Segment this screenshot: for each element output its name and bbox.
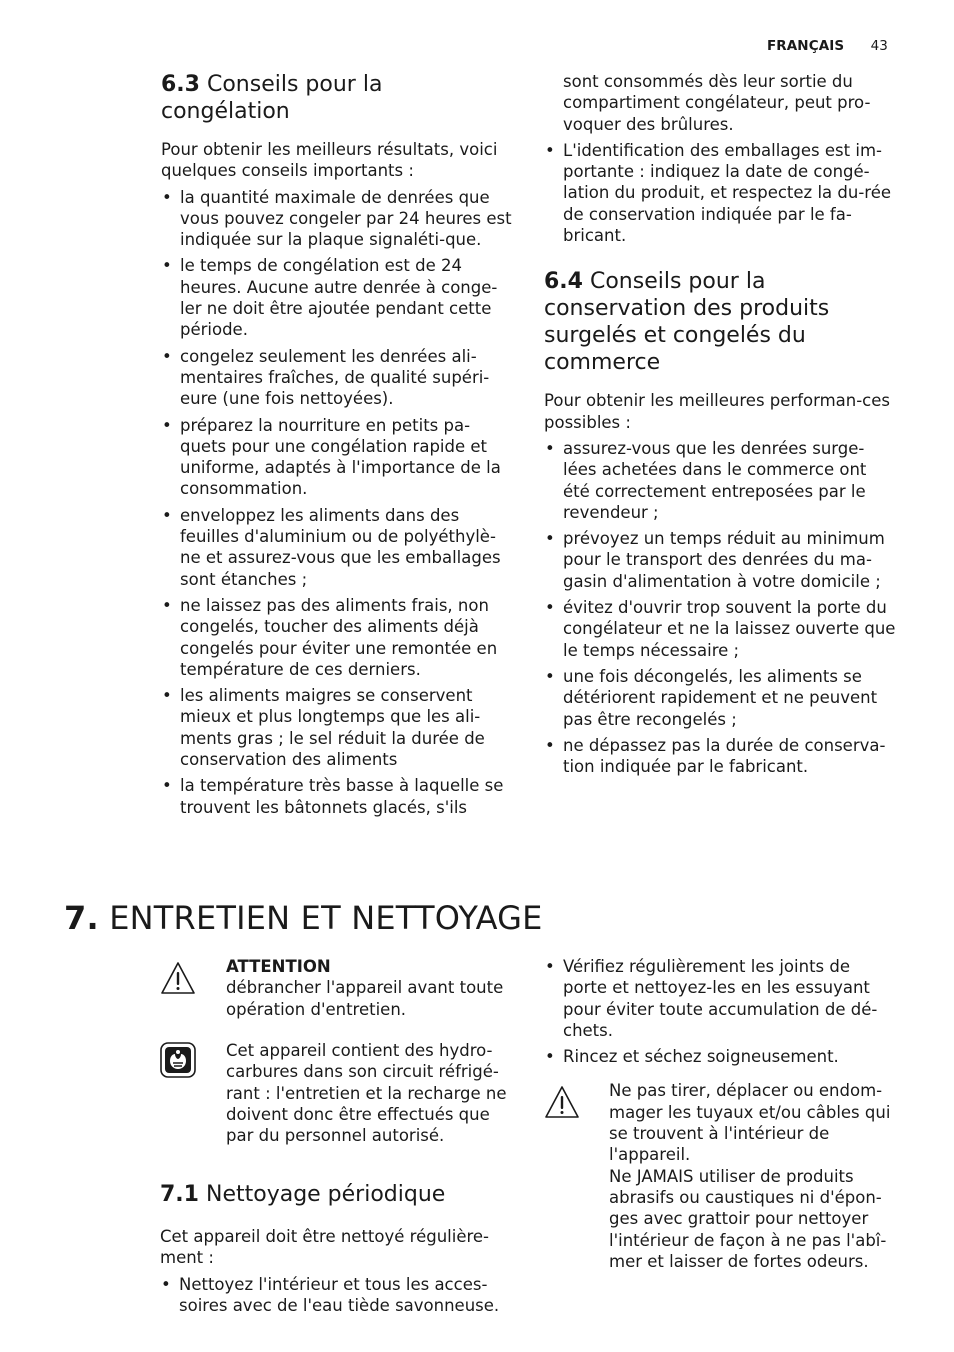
- warning-triangle-icon: [544, 1085, 580, 1119]
- section-6-4-number: 6.4: [544, 269, 583, 295]
- list-item: • le temps de congélation est de 24 heures. Aucune autre denrée à conge-ler ne doit être ajoutée pendant cette période.: [161, 255, 513, 340]
- section-7-1-intro: Cet appareil doit être nettoyé régulière-ment :: [160, 1227, 490, 1268]
- section-7-1-list: [160, 1274, 514, 1317]
- section-6-4-title-line1: Conseils pour la: [589, 269, 766, 295]
- section-7-1-title: Nettoyage périodique: [205, 1182, 446, 1207]
- chapter-7-title: ENTRETIEN ET NETTOYAGE: [109, 899, 543, 937]
- chapter-7-right: [544, 956, 898, 1272]
- section-7-1-heading: [160, 1181, 514, 1208]
- list-item: • ne dépassez pas la durée de conserva-tion indiquée par le fabricant.: [544, 735, 896, 778]
- section-6-4-intro: Pour obtenir les meilleures performan-ces possibles :: [544, 391, 891, 432]
- warning-text-2: Ne JAMAIS utiliser de produits abrasifs ou caustiques ni d'épon-ges avec grattoir pour nettoyer l'intérieur de façon à ne pas l'abî-mer et laisser de fortes odeurs.: [609, 1166, 887, 1271]
- cleaning-list: [544, 956, 898, 1067]
- section-6-3: [161, 71, 513, 823]
- section-6-3-list-end: [544, 140, 896, 246]
- list-item: • la température très basse à laquelle se trouvent les bâtonnets glacés, s'ils: [161, 775, 513, 818]
- list-item: • L'identification des emballages est im-portante : indiquez la date de congé-lation du produit, et respectez la du-rée de conservation indiquée par le fa-bricant.: [544, 140, 896, 246]
- section-7-1-number: 7.1: [160, 1182, 199, 1207]
- list-item: • Nettoyez l'intérieur et tous les acces-soires avec de l'eau tiède savonneuse.: [160, 1274, 514, 1317]
- list-item: • les aliments maigres se conservent mieux et plus longtemps que les ali-ments gras ; le sel réduit la durée de conservation des aliments: [161, 685, 513, 770]
- list-item: • préparez la nourriture en petits pa-quets pour une congélation rapide et uniforme, adaptés à l'importance de la consommation.: [161, 415, 513, 500]
- list-item: • prévoyez un temps réduit au minimum pour le transport des denrées du ma-gasin d'alimentation à votre domicile ;: [544, 528, 896, 592]
- list-item: • la quantité maximale de denrées que vous pouvez congeler par 24 heures est indiquée sur la plaque signaléti-que.: [161, 187, 513, 251]
- chapter-7-left: [160, 956, 514, 1321]
- section-6-4-title-line4: commerce: [544, 350, 661, 376]
- list-item: • évitez d'ouvrir trop souvent la porte du congélateur et ne la laissez ouverte que le temps nécessaire ;: [544, 597, 896, 661]
- list-item-continuation: sont consommés dès leur sortie du compartiment congélateur, peut pro-voquer des brûlures.: [563, 72, 871, 134]
- list-item: • congelez seulement les denrées ali-mentaires fraîches, de qualité supéri-eure (une fois nettoyées).: [161, 346, 513, 410]
- list-item: • Rincez et séchez soigneusement.: [544, 1046, 898, 1067]
- warning-text-1: Ne pas tirer, déplacer ou endom-mager les tuyaux et/ou câbles qui se trouvent à l'intérieur de l'appareil.: [609, 1081, 891, 1165]
- list-item: • ne laissez pas des aliments frais, non congelés, toucher des aliments déjà congelés pour éviter une remontée en température de ces derniers.: [161, 595, 513, 680]
- section-6-3-list: [161, 187, 513, 818]
- environment-icon: [160, 1042, 196, 1078]
- environment-note: [160, 1040, 514, 1150]
- section-6-3-title-line1: Conseils pour la: [206, 72, 383, 97]
- page-number: 43: [870, 38, 888, 54]
- chapter-7-heading: [64, 896, 543, 940]
- section-6-3-number: 6.3: [161, 72, 200, 97]
- list-item: • enveloppez les aliments dans des feuilles d'aluminium ou de polyéthylè-ne et assurez-vous que les emballages sont étanches ;: [161, 505, 513, 590]
- section-6-4-title-line3: surgelés et congelés du: [544, 323, 806, 349]
- right-column-top: [544, 71, 896, 782]
- attention-text-block: [226, 956, 514, 1020]
- attention-text: débrancher l'appareil avant toute opération d'entretien.: [226, 978, 504, 1019]
- warning-text-block: [609, 1080, 898, 1272]
- header-language: FRANÇAIS: [766, 38, 845, 54]
- warning-triangle-icon: [160, 961, 196, 995]
- attention-note: [160, 956, 514, 1028]
- page-header: [767, 38, 888, 54]
- section-6-3-intro: Pour obtenir les meilleurs résultats, voici quelques conseils importants :: [161, 140, 498, 181]
- section-6-3-heading: [161, 71, 513, 125]
- list-item: • assurez-vous que les denrées surge-lées achetées dans le commerce ont été correctement entreposées par le revendeur ;: [544, 438, 896, 523]
- section-6-4-list: [544, 438, 896, 777]
- attention-label: ATTENTION: [226, 957, 331, 976]
- list-item: • une fois décongelés, les aliments se détériorent rapidement et ne peuvent pas être recongelés ;: [544, 666, 896, 730]
- section-6-4-title-line2: conservation des produits: [544, 296, 830, 322]
- warning-note: [544, 1080, 898, 1272]
- list-item: • Vérifiez régulièrement les joints de porte et nettoyez-les en les essuyant pour éviter toute accumulation de dé-chets.: [544, 956, 898, 1041]
- chapter-7-number: 7.: [64, 899, 99, 937]
- environment-text: Cet appareil contient des hydro-carbures dans son circuit réfrigé-rant : l'entretien et la recharge ne doivent donc être effectués que par du personnel autorisé.: [226, 1041, 507, 1146]
- section-6-4-heading: [544, 268, 896, 376]
- section-6-3-title-line2: congélation: [161, 99, 290, 124]
